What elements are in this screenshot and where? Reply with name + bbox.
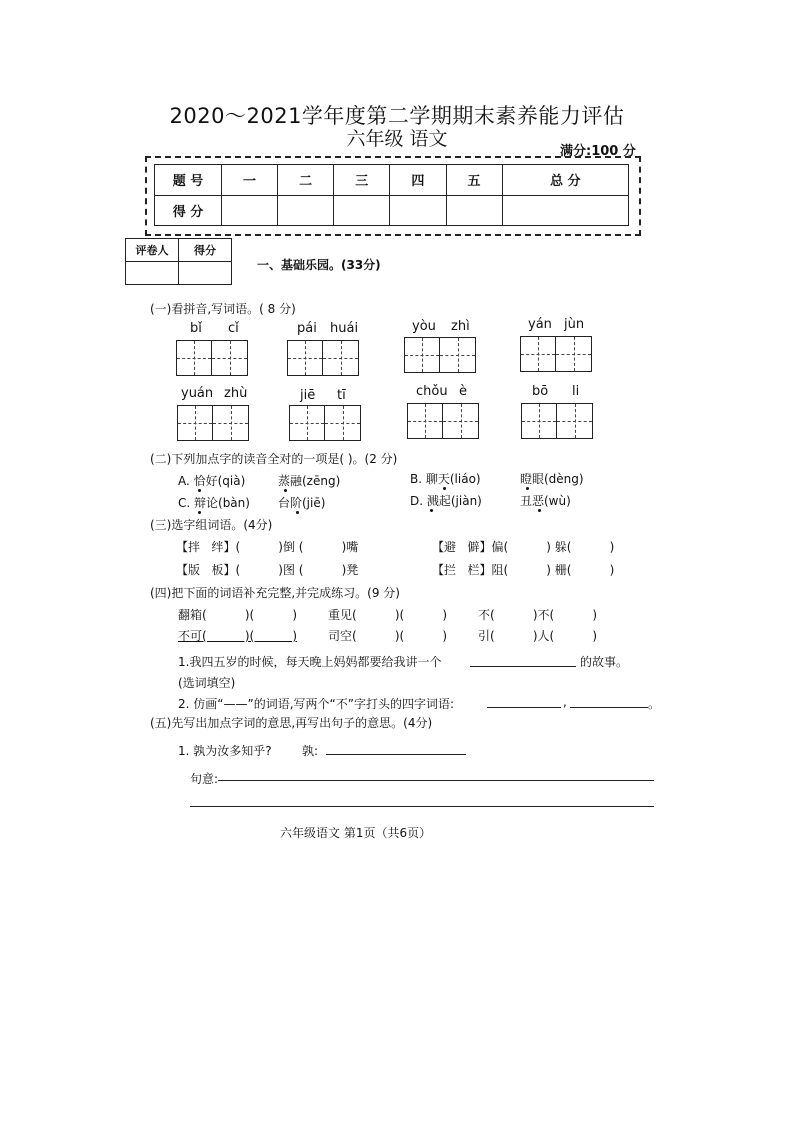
q2-option-a1: A. 恰好(qià)	[178, 474, 246, 488]
score-header-4: 四	[390, 165, 446, 196]
emphasis-dot	[526, 487, 529, 490]
footer-clip	[280, 818, 480, 840]
emphasis-dot	[538, 509, 541, 512]
exam-subtitle: 六年级 语文	[346, 128, 448, 150]
q2-option-a2: 蒸融(zēng)	[278, 474, 341, 488]
page-footer: 六年级语文 第1页（共6页）	[280, 826, 432, 840]
section1-title: 一、基础乐园。(33分)	[257, 258, 381, 272]
emphasis-dot	[198, 489, 201, 492]
score-cell-4	[390, 195, 446, 226]
answer-line[interactable]	[487, 707, 561, 708]
pinyin: pái	[297, 321, 317, 336]
writing-grid[interactable]	[176, 340, 248, 376]
score-header-total: 总 分	[502, 165, 628, 196]
pinyin: li	[572, 384, 580, 399]
pinyin: huái	[330, 321, 359, 336]
q3-row2-right: 【拦 栏】阻( ) 栅( )	[432, 563, 615, 577]
grader-score-label: 得分	[179, 239, 232, 262]
pinyin: bō	[532, 384, 549, 399]
answer-line[interactable]	[570, 707, 648, 708]
q5-item-1: 1. 孰为汝多知乎?	[178, 744, 272, 758]
pinyin: chǒu	[416, 384, 448, 399]
emphasis-dot	[198, 511, 201, 514]
q2-option-c1: C. 辩论(bàn)	[178, 496, 250, 510]
writing-grid[interactable]	[521, 403, 593, 439]
q4-word-6: 引( )人( )	[478, 629, 598, 643]
score-cell-total	[502, 195, 628, 226]
emphasis-dot	[443, 487, 446, 490]
score-header-5: 五	[446, 165, 502, 196]
pinyin: bǐ	[190, 321, 202, 336]
emphasis-dot	[284, 489, 287, 492]
writing-grid[interactable]	[404, 337, 476, 373]
q4-word-1: 翻箱( )( )	[178, 608, 298, 622]
q4-sentence-2: 2. 仿画“——”的词语,写两个“不”字打头的四字词语:	[178, 697, 454, 711]
q3-heading: (三)选字组词语。(4分)	[150, 518, 273, 532]
pinyin: jùn	[564, 317, 585, 332]
pinyin: cǐ	[228, 321, 239, 336]
score-cell-2	[278, 195, 334, 226]
score-table-frame	[145, 156, 641, 236]
pinyin: jiē	[300, 388, 316, 403]
writing-grid[interactable]	[520, 336, 592, 372]
writing-grid[interactable]	[289, 405, 361, 441]
pinyin: yòu	[412, 319, 436, 334]
score-header-2: 二	[278, 165, 334, 196]
q2-option-d1: D. 溅起(jiàn)	[410, 494, 482, 508]
exam-title: 2020～2021学年度第二学期期末素养能力评估	[169, 104, 625, 128]
q5-heading: (五)先写出加点字词的意思,再写出句子的意思。(4分)	[150, 716, 433, 730]
grader-box	[125, 238, 232, 285]
pinyin: zhù	[224, 386, 248, 401]
q4-sentence-2-end: 。	[648, 697, 661, 711]
q2-option-b2: 瞪眼(dèng)	[520, 472, 584, 486]
q2-option-b1: B. 聊天(liáo)	[410, 472, 481, 486]
writing-grid[interactable]	[287, 340, 359, 376]
q4-heading: (四)把下面的词语补充完整,并完成练习。(9 分)	[150, 586, 400, 600]
emphasis-dot	[296, 511, 299, 514]
q3-row1-right: 【避 僻】偏( ) 躲( )	[432, 540, 615, 554]
answer-line[interactable]	[190, 806, 654, 807]
grader-score-cell	[179, 262, 232, 285]
q4-word-5: 司空( )( )	[328, 629, 448, 643]
q3-row1-left: 【拌 绊】( )倒 ( )嘴	[176, 540, 359, 554]
q4-word-3: 不( )不( )	[478, 608, 598, 622]
score-header-3: 三	[334, 165, 390, 196]
q4-sentence-1-note: (选词填空)	[178, 676, 236, 690]
q5-item-1-word: 孰:	[302, 744, 319, 758]
q4-sentence-1: 1.我四五岁的时候，每天晚上妈妈都要给我讲一个	[178, 655, 442, 669]
score-header-label: 题 号	[155, 165, 222, 196]
q2-option-d2: 丑恶(wù)	[520, 494, 571, 508]
answer-line[interactable]	[470, 666, 576, 667]
q5-sentence-label: 句意:	[190, 772, 219, 786]
score-cell-1	[222, 195, 278, 226]
full-mark: 满分:100 分	[560, 144, 636, 159]
q4-word-4: 不可( )( )	[178, 629, 298, 643]
grader-reviewer-label: 评卷人	[126, 239, 179, 262]
pinyin: yán	[528, 317, 552, 332]
pinyin: yuán	[181, 386, 214, 401]
q3-row2-left: 【版 板】( )图 ( )凳	[176, 563, 359, 577]
q4-sentence-2-sep: ,	[563, 695, 567, 709]
q2-option-c2: 台阶(jiē)	[278, 496, 326, 510]
q1-heading: (一)看拼音,写词语。( 8 分)	[150, 302, 296, 316]
pinyin: tī	[337, 388, 346, 403]
answer-line[interactable]	[218, 780, 654, 781]
score-cell-3	[334, 195, 390, 226]
answer-line[interactable]	[326, 754, 466, 755]
q4-word-2: 重见( )( )	[328, 608, 448, 622]
score-cell-5	[446, 195, 502, 226]
pinyin: zhì	[451, 319, 470, 334]
grader-reviewer-cell	[126, 262, 179, 285]
score-row-label: 得 分	[155, 195, 222, 226]
writing-grid[interactable]	[177, 405, 249, 441]
writing-grid[interactable]	[407, 403, 479, 439]
q2-heading: (二)下列加点字的读音全对的一项是( )。(2 分)	[150, 452, 398, 466]
q4-sentence-1-end: 的故事。	[580, 655, 629, 669]
pinyin: è	[459, 384, 467, 399]
emphasis-dot	[430, 509, 433, 512]
score-table	[154, 164, 629, 226]
score-header-1: 一	[222, 165, 278, 196]
